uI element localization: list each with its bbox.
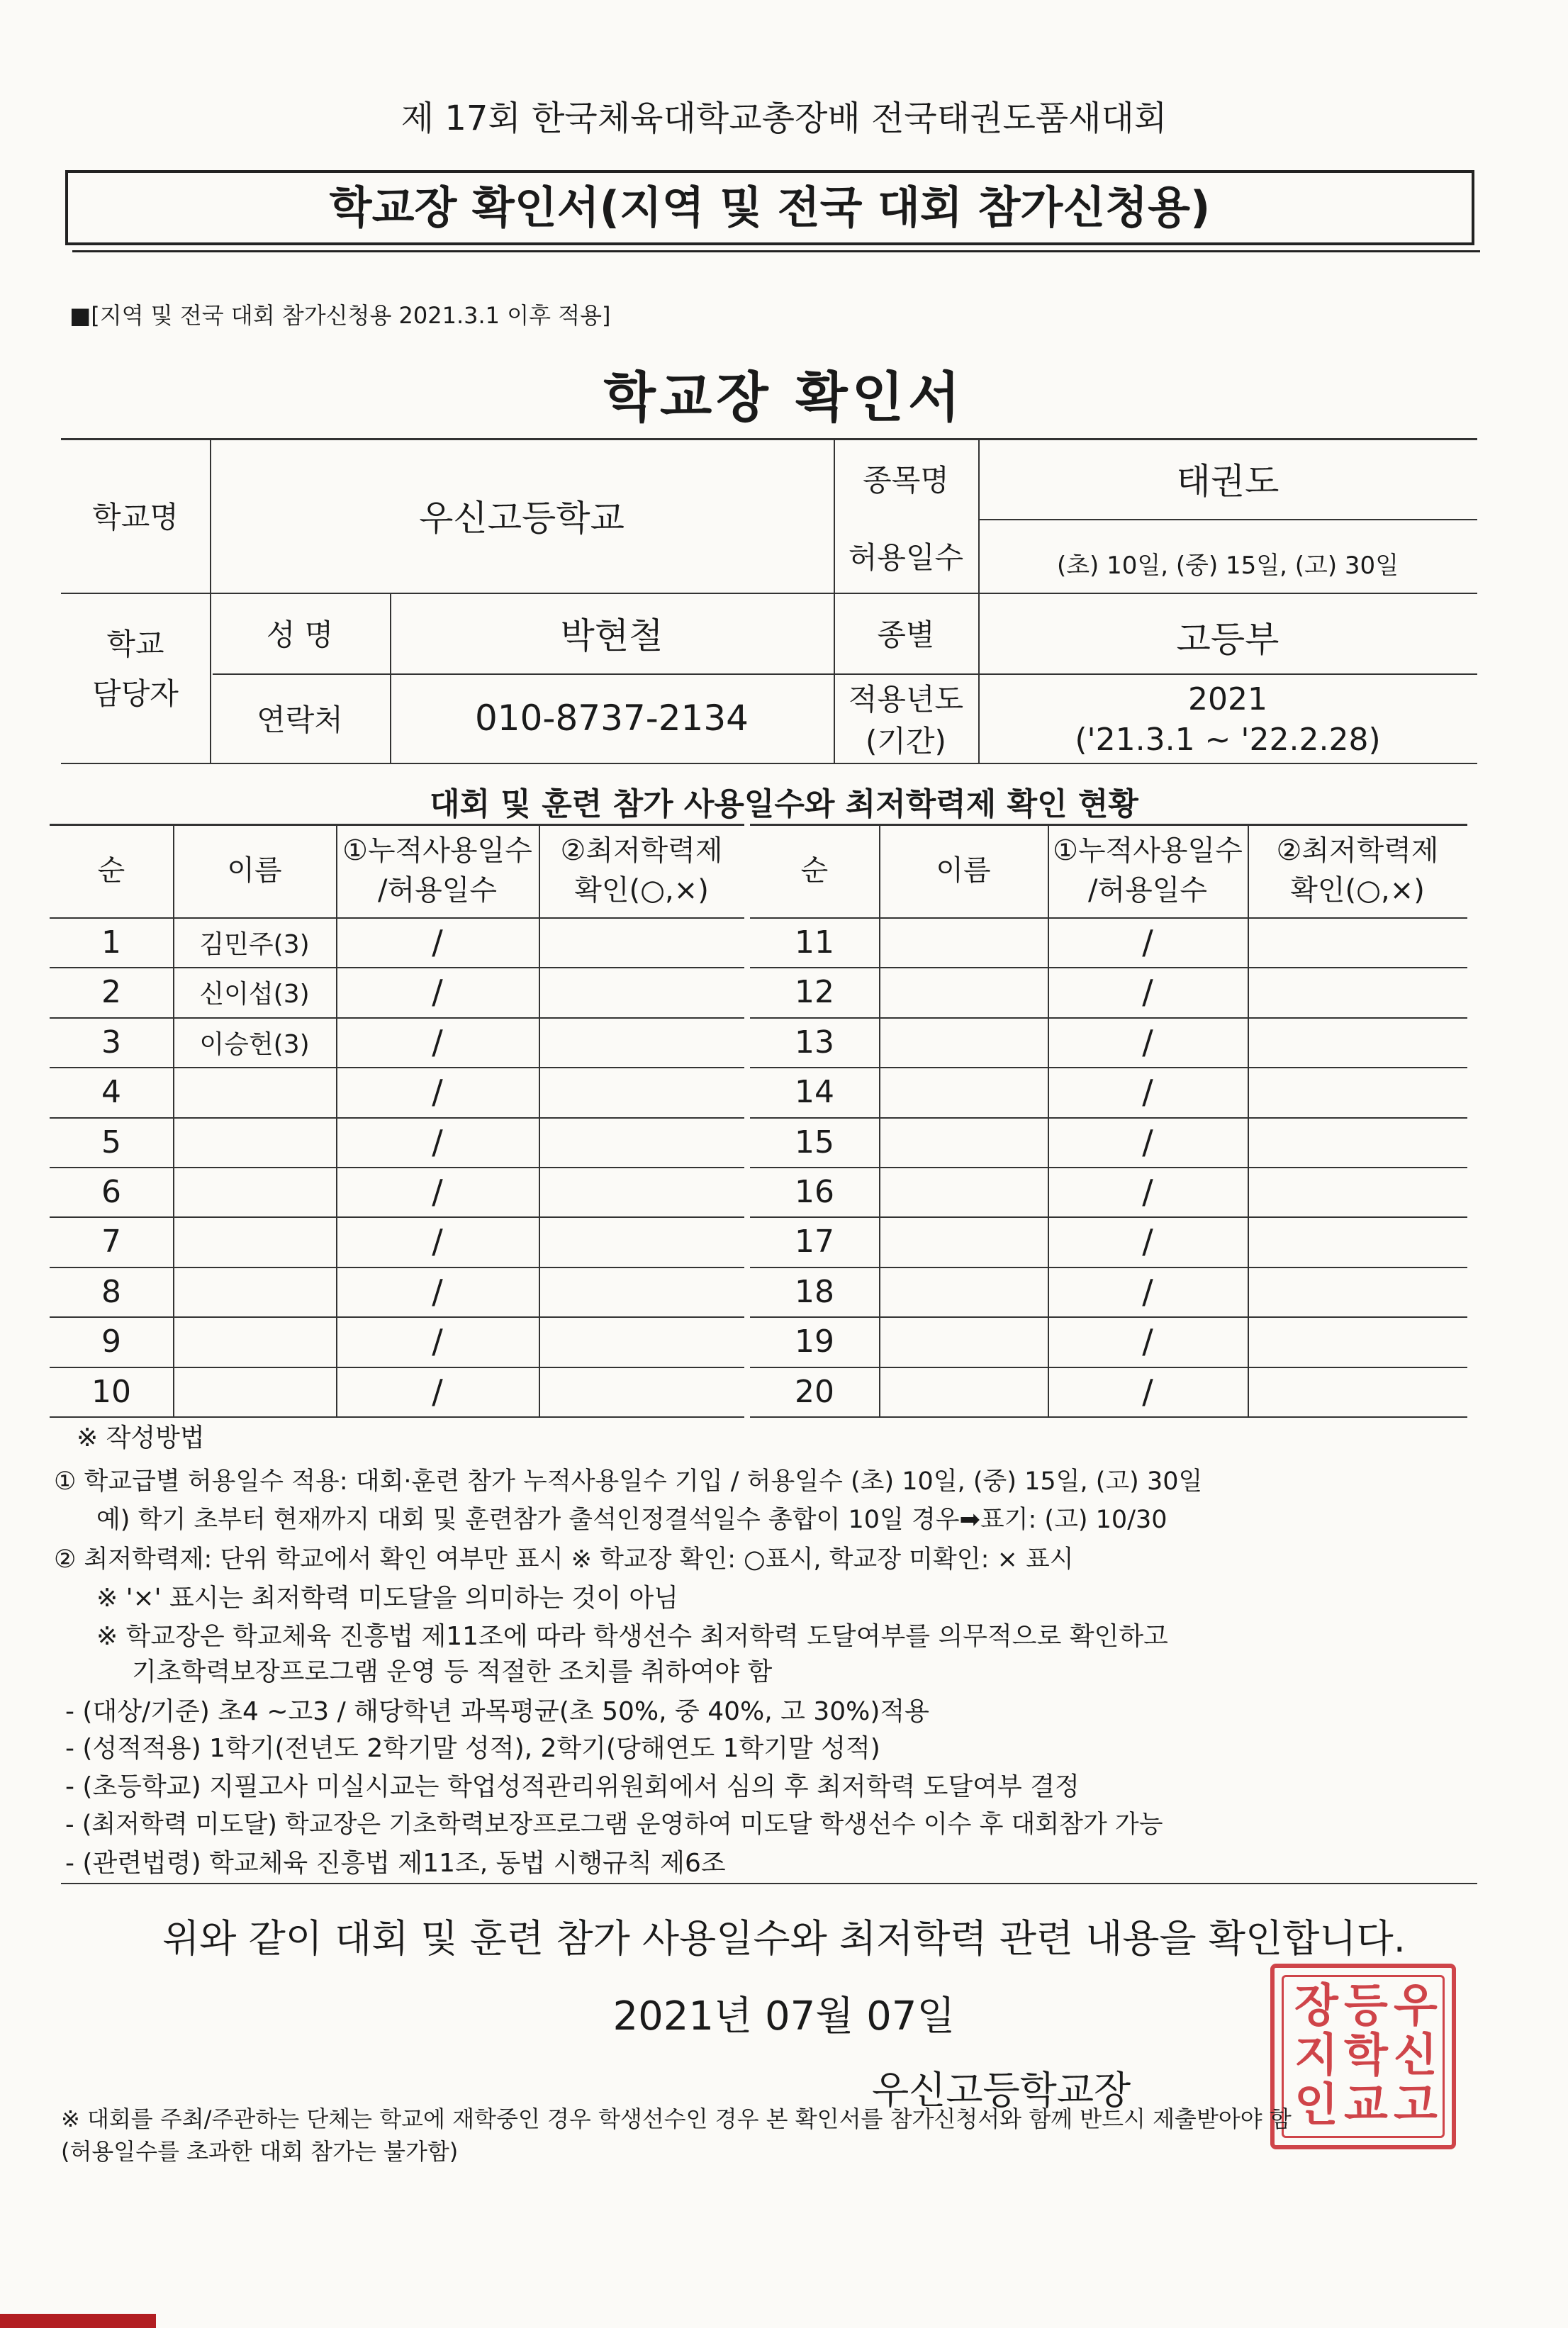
instruction-line: 예) 학기 초부터 현재까지 대회 및 훈련참가 출석인정결석일수 총합이 10일 경우➡표기: (고) 10/30 <box>96 1506 1167 1534</box>
col-header-no: 순 <box>97 854 125 887</box>
row-student-name: 김민주(3) <box>199 929 310 959</box>
row-number: 4 <box>101 1073 121 1110</box>
footer-note: (허용일수를 초과한 대회 참가는 불가함) <box>61 2138 459 2165</box>
row-number: 18 <box>795 1273 834 1310</box>
row-number: 14 <box>795 1073 834 1110</box>
row-days-slash: / <box>1142 1173 1153 1211</box>
row-student-name <box>879 967 1048 1017</box>
row-student-name <box>173 1367 336 1416</box>
seal-glyph: 장 <box>1294 1979 1338 2032</box>
row-min-academic-cell <box>539 1067 744 1117</box>
col-header-min-line2: 확인(○,×) <box>574 874 709 907</box>
row-number: 9 <box>101 1323 121 1360</box>
instruction-line: - (최저학력 미도달) 학교장은 기초학력보장프로그램 운영하여 미도달 학생선수 이수 후 대회참가 가능 <box>65 1811 1163 1839</box>
row-min-academic-cell <box>1248 1167 1467 1216</box>
row-student-name <box>879 1167 1048 1216</box>
col-header-days <box>1048 824 1248 917</box>
row-days-slash: / <box>432 1322 443 1360</box>
row-days-slash: / <box>1142 1372 1153 1411</box>
row-min-academic-cell <box>539 1367 744 1416</box>
row-days-slash: / <box>1142 1322 1153 1360</box>
row-days-slash: / <box>1142 1222 1153 1260</box>
col-header-days-line1: ①누적사용일수 <box>1053 834 1243 867</box>
instruction-line: ※ '×' 표시는 최저학력 미도달을 의미하는 것이 아님 <box>96 1584 678 1613</box>
document-title: 학교장 확인서 <box>603 366 965 429</box>
col-header-no: 순 <box>800 854 829 887</box>
instruction-line: - (관련법령) 학교체육 진흥법 제11조, 동법 시행규칙 제6조 <box>65 1849 726 1878</box>
col-header-min-line2: 확인(○,×) <box>1290 874 1425 907</box>
row-student-name <box>173 1216 336 1266</box>
row-min-academic-cell <box>1248 1067 1467 1117</box>
school-name-value: 우신고등학교 <box>419 498 625 539</box>
row-min-academic-cell <box>539 967 744 1017</box>
seal-glyph: 우 <box>1394 1979 1438 2032</box>
row-days-slash: / <box>432 1173 443 1211</box>
row-number: 2 <box>101 973 121 1010</box>
seal-glyph: 인 <box>1294 2078 1338 2132</box>
row-number: 13 <box>795 1024 834 1061</box>
seal-glyph: 지 <box>1294 2029 1338 2082</box>
seal-glyph: 등 <box>1344 1979 1388 2032</box>
row-number: 5 <box>101 1124 121 1160</box>
row-min-academic-cell <box>539 1316 744 1366</box>
row-number: 10 <box>91 1373 131 1410</box>
row-min-academic-cell <box>539 1167 744 1216</box>
allowed-days-label: 허용일수 <box>848 540 964 575</box>
allowed-days-value: (초) 10일, (중) 15일, (고) 30일 <box>1056 551 1399 580</box>
col-header-name: 이름 <box>936 854 991 887</box>
seal-glyph: 교 <box>1344 2078 1388 2132</box>
issue-date: 2021년 07월 07일 <box>612 1993 956 2039</box>
instruction-line: ① 학교급별 허용일수 적용: 대회·훈련 참가 누적사용일수 기입 / 허용일수 (초) 10일, (중) 15일, (고) 30일 <box>54 1467 1203 1496</box>
form-title-box: 학교장 확인서(지역 및 전국 대회 참가신청용) <box>65 170 1474 245</box>
col-header-min-line1: ②최저학력제 <box>560 834 723 867</box>
row-student-name <box>173 1067 336 1117</box>
seal-glyph: 고 <box>1394 2078 1438 2132</box>
instruction-line: 기초학력보장프로그램 운영 등 적절한 조치를 취하여야 함 <box>132 1657 773 1686</box>
category-label: 종별 <box>877 617 935 652</box>
row-min-academic-cell <box>539 1117 744 1167</box>
manager-label-line2: 담당자 <box>92 676 179 711</box>
col-header-days <box>336 824 539 917</box>
row-student-name: 이승헌(3) <box>199 1029 310 1059</box>
row-number: 17 <box>795 1223 834 1260</box>
row-days-slash: / <box>432 1123 443 1161</box>
row-student-name <box>879 1017 1048 1067</box>
row-days-slash: / <box>432 973 443 1011</box>
seal-glyph: 신 <box>1394 2029 1438 2082</box>
row-days-slash: / <box>432 1222 443 1260</box>
principal-signature-name: 우신고등학교장 <box>872 2068 1131 2112</box>
row-days-slash: / <box>1142 1272 1153 1311</box>
row-days-slash: / <box>432 1372 443 1411</box>
school-seal-stamp <box>1270 1964 1456 2149</box>
row-min-academic-cell <box>1248 1367 1467 1416</box>
row-number: 20 <box>795 1373 834 1410</box>
row-student-name <box>173 1167 336 1216</box>
col-header-days-line2: /허용일수 <box>1087 874 1208 907</box>
row-min-academic-cell <box>539 1267 744 1316</box>
instructions-heading: ※ 작성방법 <box>77 1423 205 1453</box>
instruction-line: - (초등학교) 지필고사 미실시교는 학업성적관리위원회에서 심의 후 최저학력 도달여부 결정 <box>65 1772 1080 1801</box>
contact-label: 연락처 <box>257 703 343 737</box>
row-days-slash: / <box>1142 1023 1153 1061</box>
col-header-days-line1: ①누적사용일수 <box>342 834 532 867</box>
applied-note: ■[지역 및 전국 대회 참가신청용 2021.3.1 이후 적용] <box>69 302 611 329</box>
event-title: 제 17회 한국체육대학교총장배 전국태권도품새대회 <box>401 99 1167 138</box>
row-number: 12 <box>795 973 834 1010</box>
row-min-academic-cell <box>1248 1267 1467 1316</box>
instruction-line: - (대상/기준) 초4 ~고3 / 해당학년 과목평균(초 50%, 중 40%, 고 30%)적용 <box>65 1697 929 1726</box>
contact-value: 010-8737-2134 <box>474 698 749 739</box>
footer-note: ※ 대회를 주최/주관하는 단체는 학교에 재학중인 경우 학생선수인 경우 본 확인서를 참가신청서와 함께 반드시 제출받아야 함 <box>61 2105 1292 2132</box>
row-min-academic-cell <box>1248 967 1467 1017</box>
col-header-min-academic <box>539 824 744 917</box>
row-number: 11 <box>795 924 834 961</box>
row-days-slash: / <box>1142 1123 1153 1161</box>
year-value: 2021 <box>1188 681 1267 717</box>
year-label-line1: 적용년도 <box>848 682 964 717</box>
period-value: ('21.3.1 ~ '22.2.28) <box>1075 721 1381 758</box>
row-number: 6 <box>101 1173 121 1210</box>
row-student-name <box>879 1267 1048 1316</box>
row-min-academic-cell <box>539 1216 744 1266</box>
row-student-name <box>879 1216 1048 1266</box>
row-student-name <box>173 1267 336 1316</box>
manager-label-line1: 학교 <box>106 627 164 661</box>
instruction-line: ※ 학교장은 학교체육 진흥법 제11조에 따라 학생선수 최저학력 도달여부를 의무적으로 확인하고 <box>96 1622 1168 1651</box>
row-min-academic-cell <box>1248 1316 1467 1366</box>
row-days-slash: / <box>432 923 443 961</box>
row-days-slash: / <box>1142 973 1153 1011</box>
year-label-line2: (기간) <box>866 724 946 759</box>
row-number: 3 <box>101 1024 121 1061</box>
row-student-name <box>879 1067 1048 1117</box>
row-student-name <box>173 1316 336 1366</box>
row-days-slash: / <box>432 1023 443 1061</box>
col-header-min-line1: ②최저학력제 <box>1276 834 1439 867</box>
instruction-line: - (성적적용) 1학기(전년도 2학기말 성적), 2학기(당해연도 1학기말 성적) <box>65 1734 880 1763</box>
seal-glyph: 학 <box>1344 2029 1388 2082</box>
row-days-slash: / <box>432 1272 443 1311</box>
person-name-value: 박현철 <box>560 615 663 656</box>
row-student-name <box>879 1316 1048 1366</box>
category-value: 고등부 <box>1176 619 1279 660</box>
col-header-min-academic <box>1248 824 1467 917</box>
row-days-slash: / <box>432 1073 443 1111</box>
row-number: 19 <box>795 1323 834 1360</box>
col-header-days-line2: /허용일수 <box>377 874 498 907</box>
sport-label: 종목명 <box>863 463 949 498</box>
row-number: 15 <box>795 1124 834 1160</box>
row-min-academic-cell <box>539 917 744 967</box>
instruction-line: ② 최저학력제: 단위 학교에서 확인 여부만 표시 ※ 학교장 확인: ○표시, 학교장 미확인: × 표시 <box>54 1545 1074 1574</box>
summary-title: 대회 및 훈련 참가 사용일수와 최저학력제 확인 현황 <box>430 786 1138 822</box>
row-number: 1 <box>101 924 121 961</box>
person-name-label: 성 명 <box>266 617 334 652</box>
row-number: 8 <box>101 1273 121 1310</box>
row-number: 16 <box>795 1173 834 1210</box>
row-student-name <box>879 917 1048 967</box>
row-number: 7 <box>101 1223 121 1260</box>
row-student-name: 신이섭(3) <box>199 979 310 1009</box>
row-days-slash: / <box>1142 923 1153 961</box>
row-min-academic-cell <box>1248 917 1467 967</box>
row-min-academic-cell <box>1248 1017 1467 1067</box>
col-header-name: 이름 <box>227 854 282 887</box>
row-student-name <box>173 1117 336 1167</box>
row-student-name <box>879 1367 1048 1416</box>
school-name-label: 학교명 <box>92 500 179 535</box>
row-days-slash: / <box>1142 1073 1153 1111</box>
row-min-academic-cell <box>539 1017 744 1067</box>
row-min-academic-cell <box>1248 1216 1467 1266</box>
scan-edge <box>0 2314 156 2328</box>
row-student-name <box>879 1117 1048 1167</box>
row-min-academic-cell <box>1248 1117 1467 1167</box>
sport-value: 태권도 <box>1176 461 1279 502</box>
confirmation-statement: 위와 같이 대회 및 훈련 참가 사용일수와 최저학력 관련 내용을 확인합니다. <box>162 1916 1406 1961</box>
